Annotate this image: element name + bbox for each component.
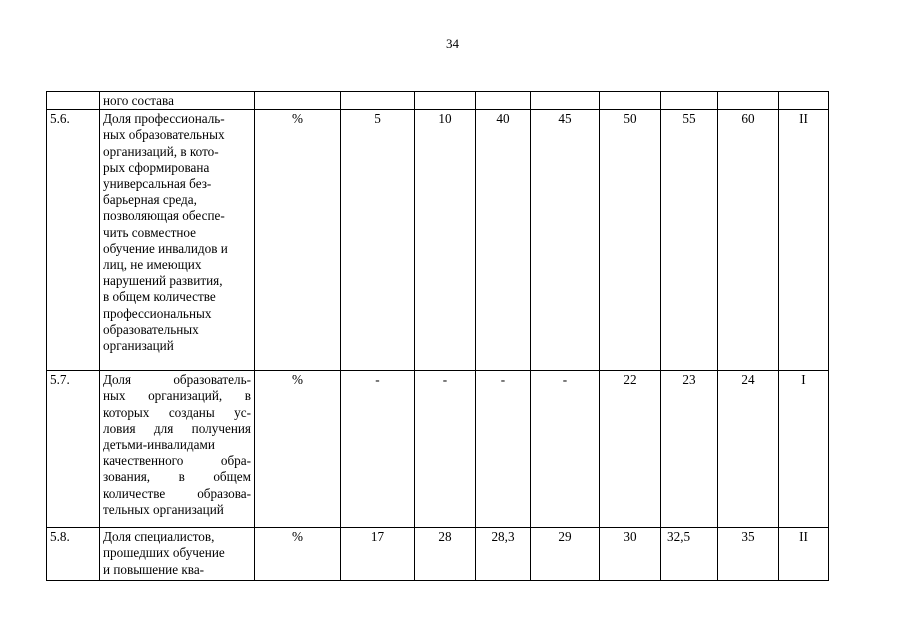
value-cell: 17	[341, 528, 415, 581]
value-cell: -	[476, 371, 531, 528]
unit-cell	[255, 92, 341, 110]
table-row	[47, 110, 829, 371]
row-number: 5.6.	[47, 110, 100, 371]
value-cell: 55	[661, 110, 718, 371]
indicators-table	[46, 91, 829, 581]
indicator-text-line: ных образовательных	[103, 127, 225, 143]
indicator-text-line: тельных организаций	[103, 501, 224, 517]
value-cell	[341, 92, 415, 110]
unit-cell: %	[255, 110, 341, 371]
indicator-text-line: ного состава	[103, 93, 174, 108]
indicator-text-line: организаций, в кото-	[103, 143, 219, 159]
indicator-type-cell: I	[779, 371, 829, 528]
page-number: 34	[446, 36, 459, 51]
indicator-text-line: лиц, не имеющих	[103, 257, 202, 273]
table-row	[47, 528, 829, 581]
indicator-text-line: зования, в общем	[103, 469, 251, 485]
value-cell: 60	[718, 110, 779, 371]
value-cell: 23	[661, 371, 718, 528]
indicator-text-line: которых созданы ус-	[103, 404, 251, 420]
indicator-text-line: количестве образова-	[103, 485, 251, 501]
row-number	[47, 92, 100, 110]
row-number: 5.8.	[47, 528, 100, 581]
indicator-text-line: обучение инвалидов и	[103, 240, 228, 256]
indicator-name	[100, 110, 255, 371]
indicator-text-line: позволяющая обеспе-	[103, 208, 225, 224]
value-cell: 28,3	[476, 528, 531, 581]
value-cell	[661, 92, 718, 110]
indicator-text-line: профессиональных	[103, 305, 212, 321]
indicator-text-line: рых сформирована	[103, 159, 210, 175]
indicator-type-cell: II	[779, 528, 829, 581]
value-cell: 5	[341, 110, 415, 371]
value-cell: 22	[600, 371, 661, 528]
value-cell: 30	[600, 528, 661, 581]
indicator-text-line: барьерная среда,	[103, 192, 197, 208]
table-row	[47, 92, 829, 110]
value-cell: -	[415, 371, 476, 528]
row-number: 5.7.	[47, 371, 100, 528]
indicator-text-line: детьми-инвалидами	[103, 437, 215, 453]
unit-cell: %	[255, 528, 341, 581]
indicator-text-line: в общем количестве	[103, 289, 216, 305]
indicator-text-line: Доля профессиональ-	[103, 111, 225, 127]
indicator-text-line: чить совместное	[103, 224, 197, 240]
value-cell: 40	[476, 110, 531, 371]
indicator-text-line: нарушений развития,	[103, 273, 223, 289]
indicator-text-line: ловия для получения	[103, 420, 251, 436]
indicator-text-line: качественного обра-	[103, 453, 251, 469]
indicator-type-cell: II	[779, 110, 829, 371]
indicator-text-line: универсальная без-	[103, 176, 212, 192]
indicator-text-line: образовательных	[103, 321, 199, 337]
indicator-type-cell	[779, 92, 829, 110]
indicator-name	[100, 528, 255, 581]
indicator-text-line: Доля специалистов,	[103, 529, 215, 545]
value-cell: 24	[718, 371, 779, 528]
indicator-text-line: и повышение ква-	[103, 561, 205, 577]
indicator-text-line: прошедших обучение	[103, 545, 225, 561]
value-cell: 35	[718, 528, 779, 581]
value-cell	[718, 92, 779, 110]
table-row	[47, 371, 829, 528]
value-cell	[600, 92, 661, 110]
indicator-text-line: ных организаций, в	[103, 388, 251, 404]
value-cell: 32,5	[661, 528, 718, 581]
value-cell: 10	[415, 110, 476, 371]
unit-cell: %	[255, 371, 341, 528]
value-cell: -	[341, 371, 415, 528]
indicator-text-line: организаций	[103, 338, 174, 354]
indicator-name	[100, 371, 255, 528]
value-cell	[476, 92, 531, 110]
value-cell: -	[531, 371, 600, 528]
value-cell	[531, 92, 600, 110]
value-cell	[415, 92, 476, 110]
value-cell: 29	[531, 528, 600, 581]
indicator-text-line: Доля образователь-	[103, 372, 251, 388]
value-cell: 50	[600, 110, 661, 371]
value-cell: 45	[531, 110, 600, 371]
indicator-name	[100, 92, 255, 110]
value-cell: 28	[415, 528, 476, 581]
